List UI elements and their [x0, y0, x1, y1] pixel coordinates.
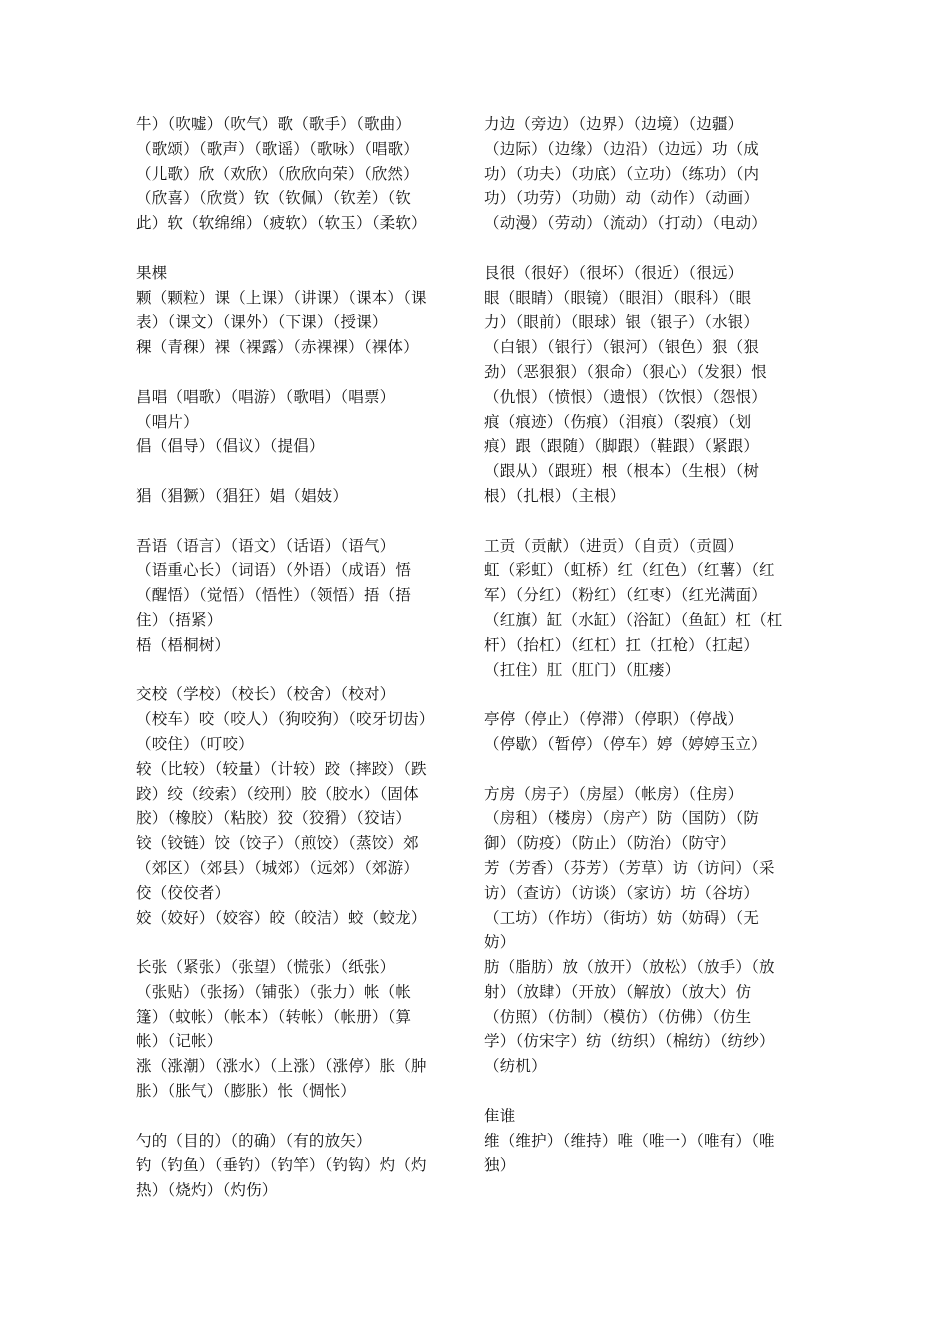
right-column: [484, 112, 812, 1178]
text-line: 维（维护）（维持）唯（唯一）（唯有）（唯: [484, 1131, 775, 1150]
blank-line: [136, 459, 464, 484]
text-line: （工坊）（作坊）（街坊）妨（妨碍）（无: [484, 908, 760, 927]
text-line: （张贴）（张扬）（铺张）（张力）帐（帐: [136, 982, 412, 1001]
text-line: （仇恨）（愤恨）（遗恨）（饮恨）（怨恨）: [484, 387, 768, 406]
blank-line: [484, 757, 812, 782]
text-line: 涨（涨潮）（涨水）（上涨）（涨停）胀（肿: [136, 1057, 427, 1076]
text-line: 亭停（停止）（停滞）（停职）（停战）: [484, 710, 744, 729]
text-line: 军）（分红）（粉红）（红枣）（红光满面）: [484, 586, 768, 605]
blank-line: [484, 236, 812, 261]
text-line: （停歇）（暂停）（停车）婷（婷婷玉立）: [484, 734, 767, 753]
text-line: 长张（紧张）（张望）（慌张）（纸张）: [136, 958, 396, 977]
text-line: 访）（查访）（访谈）（家访）坊（谷坊）: [484, 883, 760, 902]
text-line: 猖（猖獗）（猖狂）娼（娼妓）: [136, 486, 349, 505]
text-line: 射）（放肆）（开放）（解放）（放大）仿: [484, 982, 752, 1001]
text-line: （唱片）: [136, 412, 199, 431]
text-line: 帐）（记帐）: [136, 1032, 223, 1051]
text-line: 独）: [484, 1156, 516, 1175]
text-line: （儿歌）欣（欢欣）（欣欣向荣）（欣然）: [136, 164, 419, 183]
text-line: 篷）（蚊帐）（帐本）（转帐）（帐册）（算: [136, 1007, 412, 1026]
text-line: 跤）绞（绞索）（绞刑）胶（胶水）（固体: [136, 784, 419, 803]
text-line: 倡（倡导）（倡议）（提倡）: [136, 437, 325, 456]
blank-line: [136, 509, 464, 534]
text-line: 艮很（很好）（很坏）（很近）（很远）: [484, 263, 744, 282]
text-line: 此）软（软绵绵）（疲软）（软玉）（柔软）: [136, 214, 427, 233]
text-line: 杆）（抬杠）（红杠）扛（扛枪）（扛起）: [484, 635, 760, 654]
text-line: 御）（防疫）（防止）（防治）（防守）: [484, 834, 736, 853]
text-line: 力边（旁边）（边界）（边境）（边疆）: [484, 115, 744, 133]
text-line: 颗（颗粒）课（上课）（讲课）（课本）（课: [136, 288, 427, 307]
text-line: （房租）（楼房）（房产）防（国防）（防: [484, 809, 760, 828]
text-line: （语重心长）（词语）（外语）（成语）悟: [136, 561, 412, 580]
text-line: 稞（青稞）裸（裸露）（赤裸裸）（裸体）: [136, 338, 419, 357]
text-line: 痕（痕迹）（伤痕）（泪痕）（裂痕）（划: [484, 412, 752, 431]
text-line: （歌颂）（歌声）（歌谣）（歌咏）（唱歌）: [136, 139, 420, 158]
text-line: （跟从）（跟班）根（根本）（生根）（树: [484, 462, 760, 481]
text-line: 方房（房子）（房屋）（帐房）（住房）: [484, 784, 744, 803]
text-line: （欣喜）（欣赏）钦（钦佩）（钦差）（钦: [136, 189, 412, 208]
text-line: 虹（彩虹）（虹桥）红（红色）（红薯）（红: [484, 561, 775, 580]
text-line: （动漫）（劳动）（流动）（打动）（电动）: [484, 214, 768, 233]
text-line: 胀）（胀气）（膨胀）怅（惆怅）: [136, 1082, 357, 1101]
text-line: 劲）（恶狠狠）（狠命）（狠心）（发狠）恨: [484, 362, 768, 381]
text-line: 胶）（橡胶）（粘胶）狡（狡猾）（狡诘）: [136, 809, 412, 828]
text-line: 勺的（目的）（的确）（有的放矢）: [136, 1131, 372, 1150]
text-line: 交校（学校）（校长）（校舍）（校对）: [136, 685, 396, 704]
text-line: 昌唱（唱歌）（唱游）（歌唱）（唱票）: [136, 387, 396, 406]
text-line: 痕）跟（跟随）（脚跟）（鞋跟）（紧跟）: [484, 437, 760, 456]
text-line: （红旗）缸（水缸）（浴缸）（鱼缸）杠（杠: [484, 610, 783, 629]
text-line: 功）（功劳）（功勋）动（动作）（动画）: [484, 189, 760, 208]
text-line: （醒悟）（觉悟）（悟性）（领悟）捂（捂: [136, 586, 412, 605]
text-line: 眼（眼睛）（眼镜）（眼泪）（眼科）（眼: [484, 288, 752, 307]
blank-line: [136, 236, 464, 261]
text-line: （仿照）（仿制）（模仿）（仿佛）（仿生: [484, 1007, 752, 1026]
text-line: 梧（梧桐树）: [136, 635, 231, 654]
text-line: 牛）（吹嘘）（吹气）歌（歌手）（歌曲）: [136, 115, 412, 133]
text-line: （咬住）（叮咬）: [136, 734, 254, 753]
text-line: 铰（铰链）饺（饺子）（煎饺）（蒸饺）郊: [136, 834, 419, 853]
text-line: 根）（扎根）（主根）: [484, 486, 626, 505]
text-line: 力）（眼前）（眼球）银（银子）（水银）: [484, 313, 760, 332]
text-line: （扛住）肛（肛门）（肛瘘）: [484, 660, 681, 679]
text-line: （校车）咬（咬人）（狗咬狗）（咬牙切齿）: [136, 710, 435, 729]
text-line: 隹谁: [484, 1106, 516, 1125]
text-line: 钓（钓鱼）（垂钓）（钓竿）（钓钩）灼（灼: [136, 1156, 427, 1175]
text-line: 热）（烧灼）（灼伤）: [136, 1181, 278, 1200]
blank-line: [136, 360, 464, 385]
blank-line: [484, 509, 812, 534]
text-line: 果棵: [136, 263, 168, 282]
text-line: 肪（脂肪）放（放开）（放松）（放手）（放: [484, 958, 775, 977]
text-line: 表）（课文）（课外）（下课）（授课）: [136, 313, 388, 332]
text-line: 妨）: [484, 933, 516, 952]
text-line: （边际）（边缘）（边沿）（边远）功（成: [484, 139, 760, 158]
blank-line: [484, 682, 812, 707]
blank-line: [136, 658, 464, 683]
text-line: （郊区）（郊县）（城郊）（远郊）（郊游）: [136, 858, 420, 877]
text-line: 佼（佼佼者）: [136, 883, 231, 902]
blank-line: [136, 1104, 464, 1129]
text-line: 住）（捂紧）: [136, 610, 223, 629]
text-line: 芳（芳香）（芬芳）（芳草）访（访问）（采: [484, 858, 775, 877]
text-line: 功）（功夫）（功底）（立功）（练功）（内: [484, 164, 760, 183]
text-line: （白银）（银行）（银河）（银色）狠（狠: [484, 338, 760, 357]
blank-line: [484, 1079, 812, 1104]
text-line: 学）（仿宋字）纺（纺织）（棉纺）（纺纱）: [484, 1032, 775, 1051]
text-line: 吾语（语言）（语文）（话语）（语气）: [136, 536, 396, 555]
text-line: 工贡（贡献）（进贡）（自贡）（贡圆）: [484, 536, 744, 555]
text-line: 姣（姣好）（姣容）皎（皎洁）蛟（蛟龙）: [136, 908, 427, 927]
text-line: （纺机）: [484, 1057, 547, 1076]
left-column: [136, 112, 464, 1203]
blank-line: [136, 930, 464, 955]
text-line: 较（比较）（较量）（计较）跤（摔跤）（跌: [136, 759, 427, 778]
